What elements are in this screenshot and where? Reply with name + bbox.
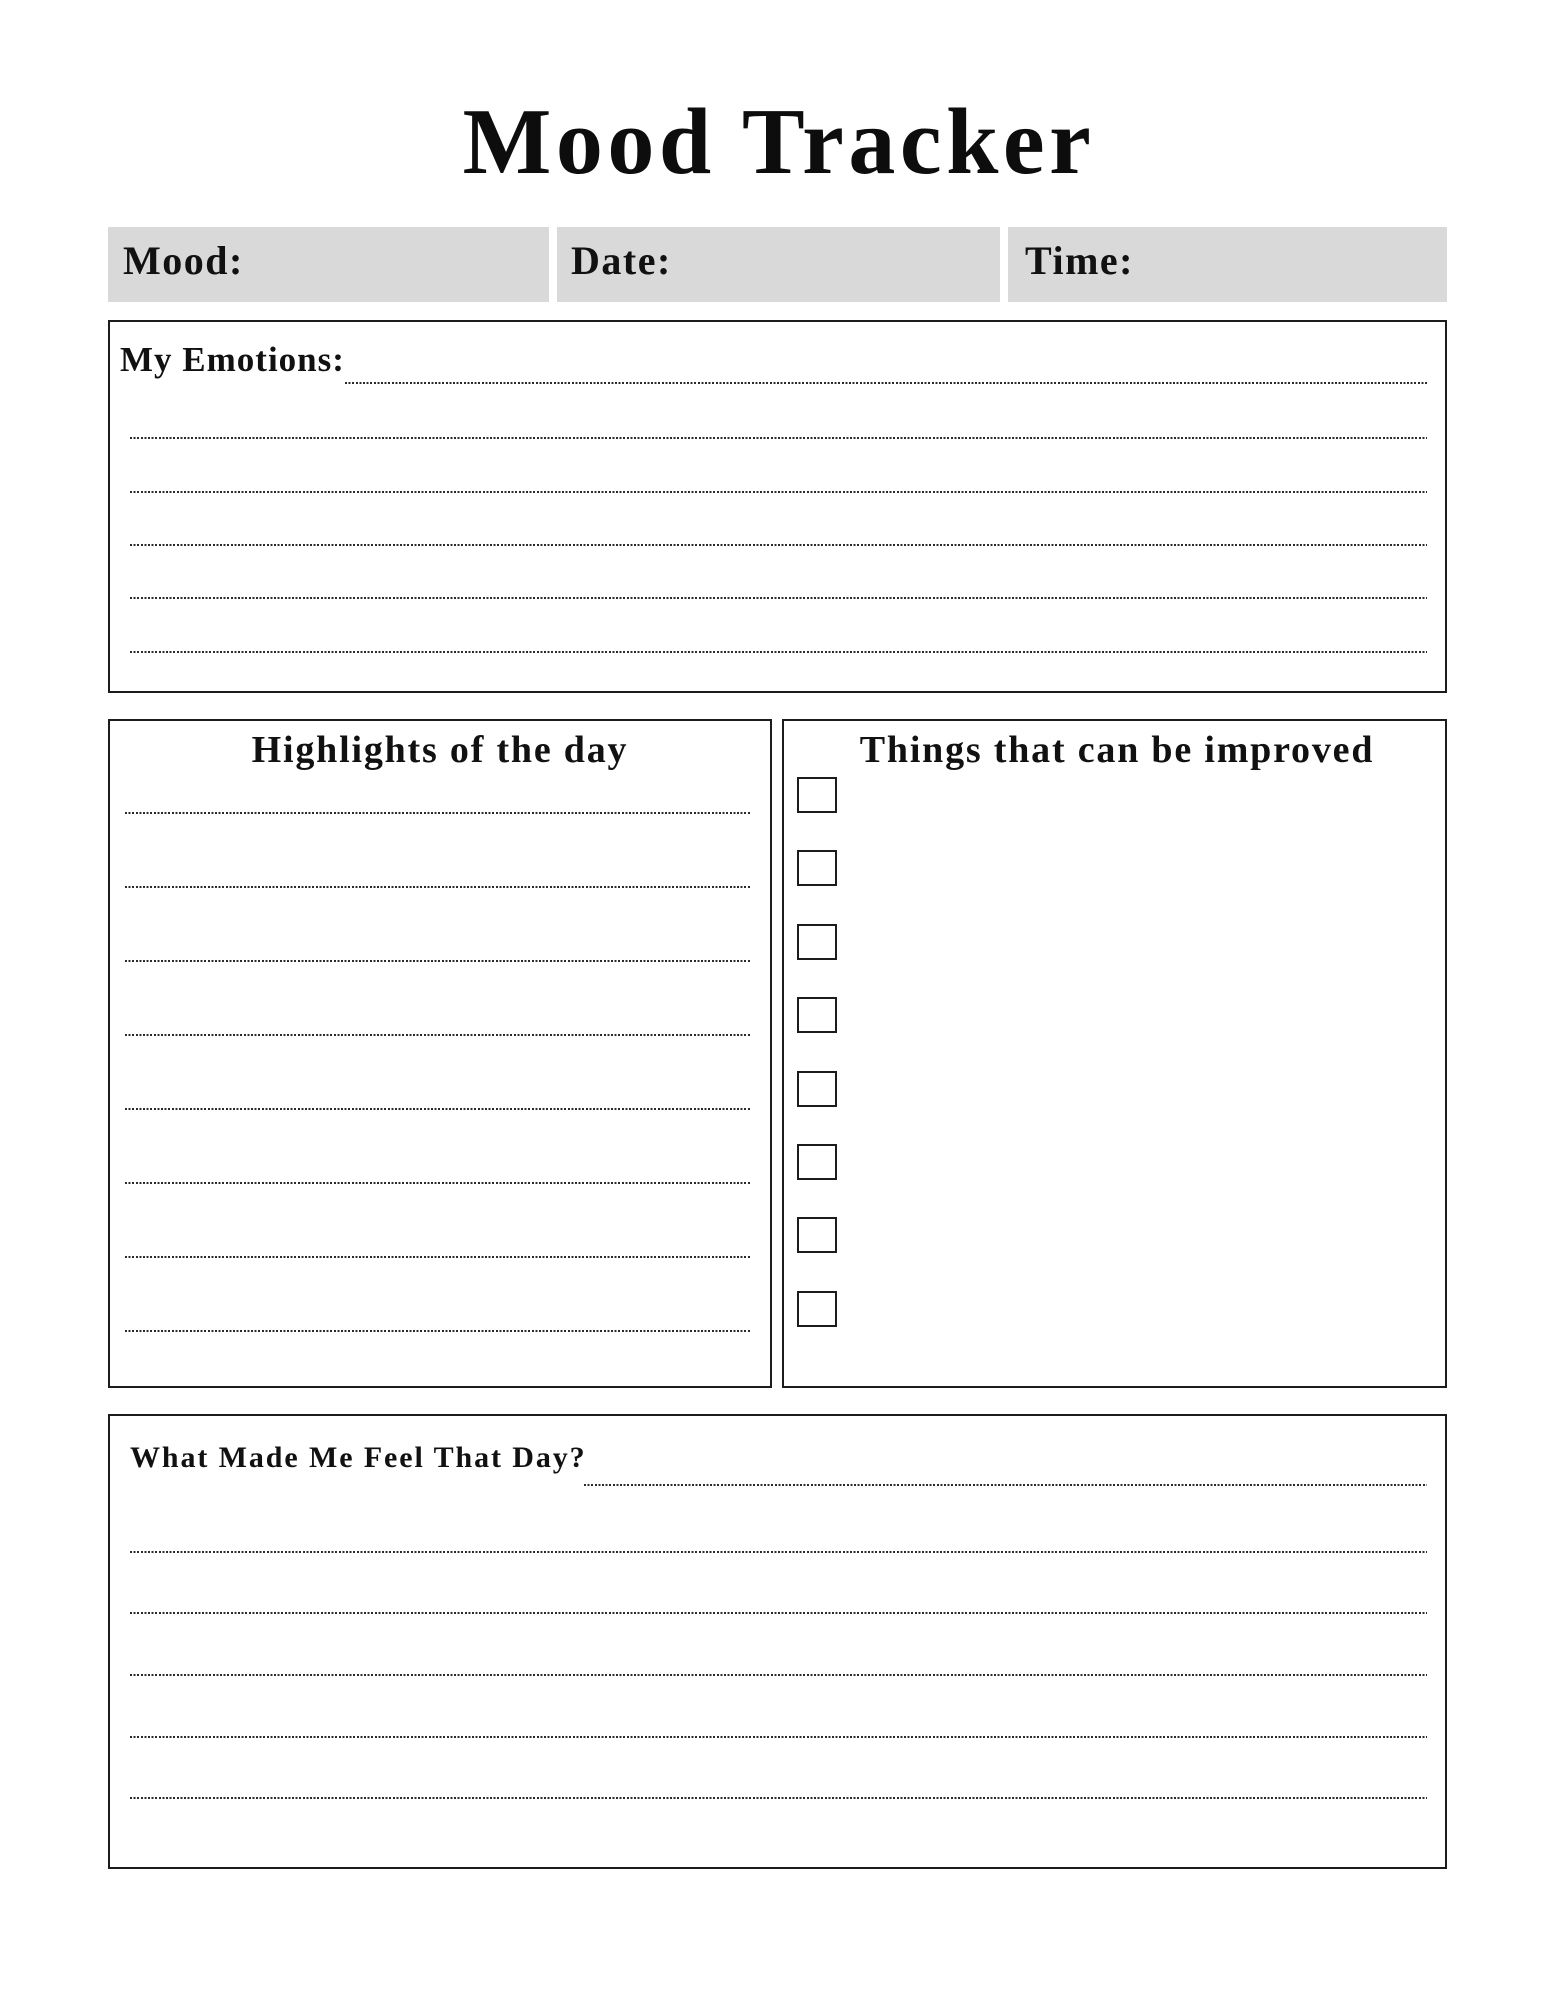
mood-field[interactable]: [108, 227, 549, 302]
feelings-line-3[interactable]: [130, 1612, 1427, 1614]
feelings-line-5[interactable]: [130, 1736, 1427, 1738]
feelings-line-4[interactable]: [130, 1674, 1427, 1676]
feelings-section: [108, 1414, 1447, 1869]
emotions-line-3[interactable]: [130, 491, 1427, 493]
highlights-line-3[interactable]: [125, 960, 750, 962]
highlights-line-6[interactable]: [125, 1182, 750, 1184]
highlights-line-2[interactable]: [125, 886, 750, 888]
emotions-line-6[interactable]: [130, 651, 1427, 653]
feelings-line-6[interactable]: [130, 1797, 1427, 1799]
improvement-checkbox-4[interactable]: [797, 997, 837, 1033]
feelings-label: What Made Me Feel That Day?: [130, 1441, 587, 1474]
highlights-line-8[interactable]: [125, 1330, 750, 1332]
improvement-checkbox-1[interactable]: [797, 777, 837, 813]
date-label: Date:: [571, 238, 672, 283]
date-field[interactable]: [557, 227, 1000, 302]
feelings-line-2[interactable]: [130, 1551, 1427, 1553]
improvement-checkbox-3[interactable]: [797, 924, 837, 960]
improvement-checkbox-7[interactable]: [797, 1217, 837, 1253]
highlights-section: [108, 719, 772, 1388]
emotions-line-4[interactable]: [130, 544, 1427, 546]
improvement-checkbox-8[interactable]: [797, 1291, 837, 1327]
emotions-label: My Emotions:: [120, 340, 345, 379]
highlights-line-4[interactable]: [125, 1034, 750, 1036]
page-title: Mood Tracker: [462, 90, 1096, 194]
improvement-checkbox-5[interactable]: [797, 1071, 837, 1107]
time-field[interactable]: [1008, 227, 1447, 302]
improvements-heading: Things that can be improved: [859, 729, 1375, 771]
emotions-line-2[interactable]: [130, 437, 1427, 439]
time-label: Time:: [1025, 238, 1134, 283]
improvement-checkbox-6[interactable]: [797, 1144, 837, 1180]
highlights-line-7[interactable]: [125, 1256, 750, 1258]
emotions-line-5[interactable]: [130, 597, 1427, 599]
emotions-line-1[interactable]: [345, 382, 1427, 384]
mood-label: Mood:: [123, 238, 244, 283]
highlights-line-1[interactable]: [125, 812, 750, 814]
highlights-line-5[interactable]: [125, 1108, 750, 1110]
highlights-heading: Highlights of the day: [251, 729, 629, 771]
feelings-line-1[interactable]: [584, 1484, 1427, 1486]
improvements-section: [782, 719, 1447, 1388]
improvement-checkbox-2[interactable]: [797, 850, 837, 886]
